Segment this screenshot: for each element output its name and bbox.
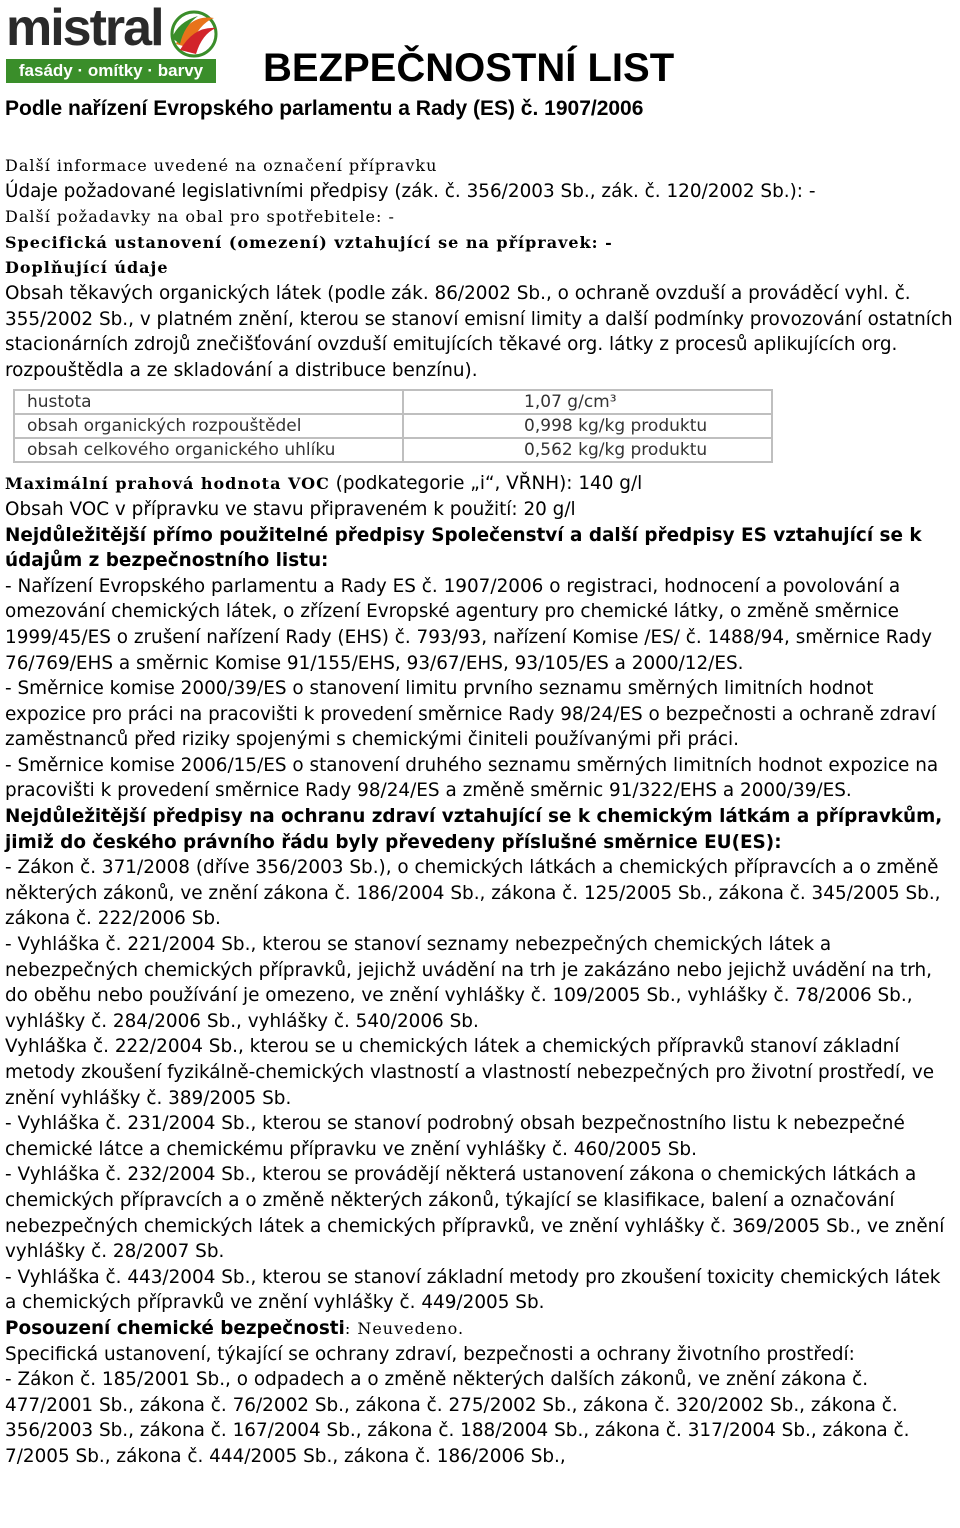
text-legislation: Údaje požadované legislativními předpisy (zák. č. 356/2003 Sb., zák. č. 120/2002 Sb.): - [5,180,816,202]
table-row [14,414,772,438]
list-item: - Zákon č. 371/2008 (dříve 356/2003 Sb.), o chemických látkách a chemických přípravcích a o změně některých zákonů, ve znění zákona č. 186/2004 Sb., zákona č. 125/2005 Sb., zákona č. 345/2005 Sb., zákona č. 222/2006 Sb. [5,857,941,930]
table-cell-label: hustota [14,390,403,414]
section-heading-additional-info: Další informace uvedené na označení přípravku [5,156,438,175]
document-title: BEZPEČNOSTNÍ LIST [263,46,675,90]
list-item: Vyhláška č. 222/2004 Sb., kterou se u chemických látek a chemických přípravků stanoví základní metody zkoušení fyzikálně-chemických vlastností a vlastností nebezpečných pro životní prostředí, ve znění vyhlášky č. 389/2005 Sb. [5,1036,935,1109]
list-item: - Směrnice komise 2006/15/ES o stanovení druhého seznamu směrných limitních hodnot expozice na pracovišti k provedení směrnice Rady 98/24/ES a změně směrnic 91/322/EHS a 2000/39/ES. [5,754,939,802]
table-cell-value: 0,998 kg/kg produktu [403,414,772,438]
list-item: - Vyhláška č. 232/2004 Sb., kterou se provádějí některá ustanovení zákona o chemických látkách a chemických přípravcích a o změně některých zákonů, týkající se klasifikace, balení a označování nebezpečných chemických látek a chemických přípravků, ve znění vyhlášky č. 369/2005 Sb., ve znění vyhlášky č. 28/2007 Sb. [5,1164,945,1263]
env-provisions-list [5,1367,957,1469]
assessment-label: Posouzení chemické bezpečnosti [5,1317,345,1339]
company-logo [4,0,216,82]
section-heading-eu-regulations: Nejdůležitější přímo použitelné předpisy Společenství a další předpisy ES vztahující se k údajům z bezpečnostního listu: [5,524,922,572]
table-cell-label: obsah celkového organického uhlíku [14,438,403,462]
list-item: - Vyhláška č. 221/2004 Sb., kterou se stanoví seznamy nebezpečných chemických látek a nebezpečných chemických přípravků, jejichž uvádění na trh je zakázáno nebo jejichž uvádění na trh, do oběhu nebo používání je omezeno, ve znění vyhlášky č. 109/2005 Sb., vyhlášky č. 78/2006 Sb., vyhlášky č. 284/2006 Sb., vyhlášky č. 540/2006 Sb. [5,934,933,1032]
text-voc-regulation: Obsah těkavých organických látek (podle zák. 86/2002 Sb., o ochraně ovzduší a prováděcí vyhl. č. 355/2002 Sb., v platném znění, kterou se stanoví emisní limity a další podmínky provozování ostatních stacionárních zdrojů znečišťování ovzduší emitujících těkavé org. látky z procesů aplikujících org. rozpouštědla a ze skladování a distribuce benzínu). [5,282,953,381]
voc-limit [5,471,957,497]
section-heading-supplementary: Doplňující údaje [5,258,169,278]
eu-regulations-list [5,574,957,804]
cz-regulations-list [5,855,957,1316]
list-item: - Nařízení Evropského parlamentu a Rady ES č. 1907/2006 o registraci, hodnocení a povolování a omezování chemických látek, o zřízení Evropské agentury pro chemické látky, o změně směrnice 1999/45/ES o zrušení nařízení Rady (EHS) č. 793/93, nařízení Komise /ES/ č. 1488/94, směrnice Rady 76/769/EHS a směrnic Komise 91/155/EHS, 93/67/EHS, 93/105/ES a 2000/12/ES. [5,575,932,674]
table-cell-label: obsah organických rozpouštědel [14,414,403,438]
voc-limit-value: (podkategorie „i“, VŘNH): 140 g/l [329,473,643,495]
text-specific-provisions: Specifická ustanovení (omezení) vztahující se na přípravek: - [5,232,613,252]
list-item: - Vyhláška č. 231/2004 Sb., kterou se stanoví podrobný obsah bezpečnostního listu k nebezpečné chemické látce a chemickému přípravku ve znění vyhlášky č. 460/2005 Sb. [5,1113,905,1160]
table-row [14,438,772,462]
section-heading-cz-regulations: Nejdůležitější předpisy na ochranu zdraví vztahující se k chemickým látkám a přípravkům, jimiž do českého právního řádu byly převedeny příslušné směrnice EU(ES): [5,806,943,853]
list-item: - Směrnice komise 2000/39/ES o stanovení limitu prvního seznamu směrných limitních hodnot expozice pro práci na pracovišti k provedení směrnice Rady 98/24/ES o bezpečnosti a ochraně zdraví zaměstnanců před riziky spojenými s chemickými činiteli používanými při práci. [5,678,936,751]
table-cell-value: 1,07 g/cm³ [403,390,772,414]
chemical-safety-assessment [5,1316,957,1342]
list-item: - Vyhláška č. 443/2004 Sb., kterou se stanoví základní metody pro zkoušení toxicity chemických látek a chemických přípravků ve znění vyhlášky č. 449/2005 Sb. [5,1266,941,1314]
assessment-value: : Neuvedeno. [344,1318,465,1338]
logo-wordmark: mistral [6,0,163,57]
text-packaging: Další požadavky na obal pro spotřebitele: - [5,207,395,227]
table-cell-value: 0,562 kg/kg produktu [403,438,772,462]
list-item: - Zákon č. 185/2001 Sb., o odpadech a o změně některých dalších zákonů, ve znění zákona č. 477/2001 Sb., zákona č. 76/2002 Sb., zákona č. 275/2002 Sb., zákona č. 320/2002 Sb., zákona č. 356/2003 Sb., zákona č. 167/2004 Sb., zákona č. 188/2004 Sb., zákona č. 317/2004 Sb., zákona č. 7/2005 Sb., zákona č. 444/2005 Sb., zákona č. 186/2006 Sb., [5,1369,910,1467]
document-subtitle: Podle nařízení Evropského parlamentu a Rady (ES) č. 1907/2006 [5,97,644,120]
voc-content: Obsah VOC v přípravku ve stavu připraveném k použití: 20 g/l [5,498,576,520]
table-row [14,390,772,414]
voc-properties-table [13,389,773,463]
document-body [5,153,957,1470]
logo-swoosh-icon [164,8,220,60]
logo-tagline: fasády · omítky · barvy [6,59,216,83]
header [0,0,960,150]
voc-limit-label: Maximální prahová hodnota VOC [5,474,330,494]
section-heading-env-provisions: Specifická ustanovení, týkající se ochrany zdraví, bezpečnosti a ochrany životního prostředí: [5,1343,855,1365]
